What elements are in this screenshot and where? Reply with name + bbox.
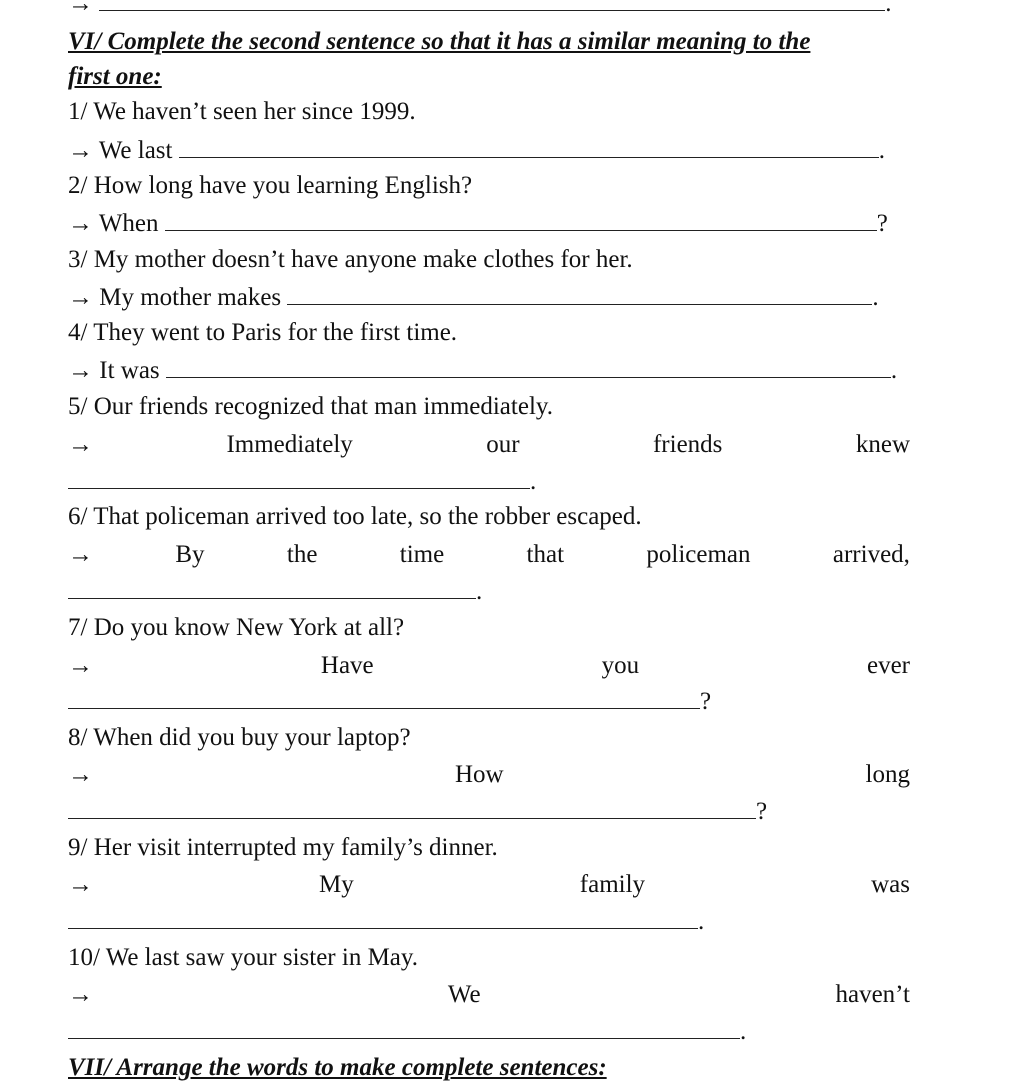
answer-blank[interactable] [68, 576, 476, 599]
question-9: 9/ Her visit interrupted my family’s dinner. [68, 834, 498, 861]
answer-6-tail: . [68, 576, 482, 607]
question-6: 6/ That policeman arrived too late, so the robber escaped. [68, 503, 642, 530]
answer-blank[interactable] [166, 355, 891, 378]
answer-2: → When ? [68, 210, 888, 237]
answer-blank[interactable] [179, 135, 879, 158]
question-8: 8/ When did you buy your laptop? [68, 724, 411, 751]
question-4: 4/ They went to Paris for the first time. [68, 319, 458, 346]
answer-blank[interactable] [68, 686, 700, 709]
answer-blank[interactable] [165, 208, 877, 231]
answer-blank[interactable] [68, 906, 698, 929]
answer-blank[interactable] [68, 466, 530, 489]
section-vi-title: VI/ Complete the second sentence so that it has a similar meaning to the [68, 28, 811, 55]
answer-blank[interactable] [287, 282, 872, 305]
question-5: 5/ Our friends recognized that man immediately. [68, 393, 554, 420]
question-10: 10/ We last saw your sister in May. [68, 944, 419, 971]
question-1: 1/ We haven’t seen her since 1999. [68, 98, 416, 125]
answer-blank[interactable] [68, 1016, 740, 1039]
arrow: → [68, 0, 93, 17]
question-3: 3/ My mother doesn’t have anyone make clothes for her. [68, 246, 633, 273]
answer-10-words: → We haven’t [68, 981, 910, 1008]
answer-1: → We last . [68, 137, 885, 164]
answer-5-tail: . [68, 466, 536, 497]
answer-8-tail: ? [68, 796, 767, 827]
answer-3: → My mother makes . [68, 284, 879, 311]
answer-6-words: → By the time that policeman arrived, [68, 541, 910, 568]
question-2: 2/ How long have you learning English? [68, 172, 473, 199]
answer-7-words: → Have you ever [68, 652, 910, 679]
section-vi-title-cont: first one: [68, 63, 162, 90]
answer-10-tail: . [68, 1016, 746, 1047]
answer-blank[interactable] [68, 796, 756, 819]
answer-7-tail: ? [68, 686, 711, 717]
answer-5-words: → Immediately our friends knew [68, 431, 910, 458]
section-vii-title: VII/ Arrange the words to make complete sentences: [68, 1054, 607, 1081]
answer-blank[interactable] [99, 0, 885, 11]
answer-4: → It was . [68, 357, 898, 384]
answer-8-words: → How long [68, 761, 910, 788]
question-7: 7/ Do you know New York at all? [68, 614, 405, 641]
top-answer-line: → . [68, 0, 892, 19]
answer-9-words: → My family was [68, 871, 910, 898]
answer-9-tail: . [68, 906, 704, 937]
